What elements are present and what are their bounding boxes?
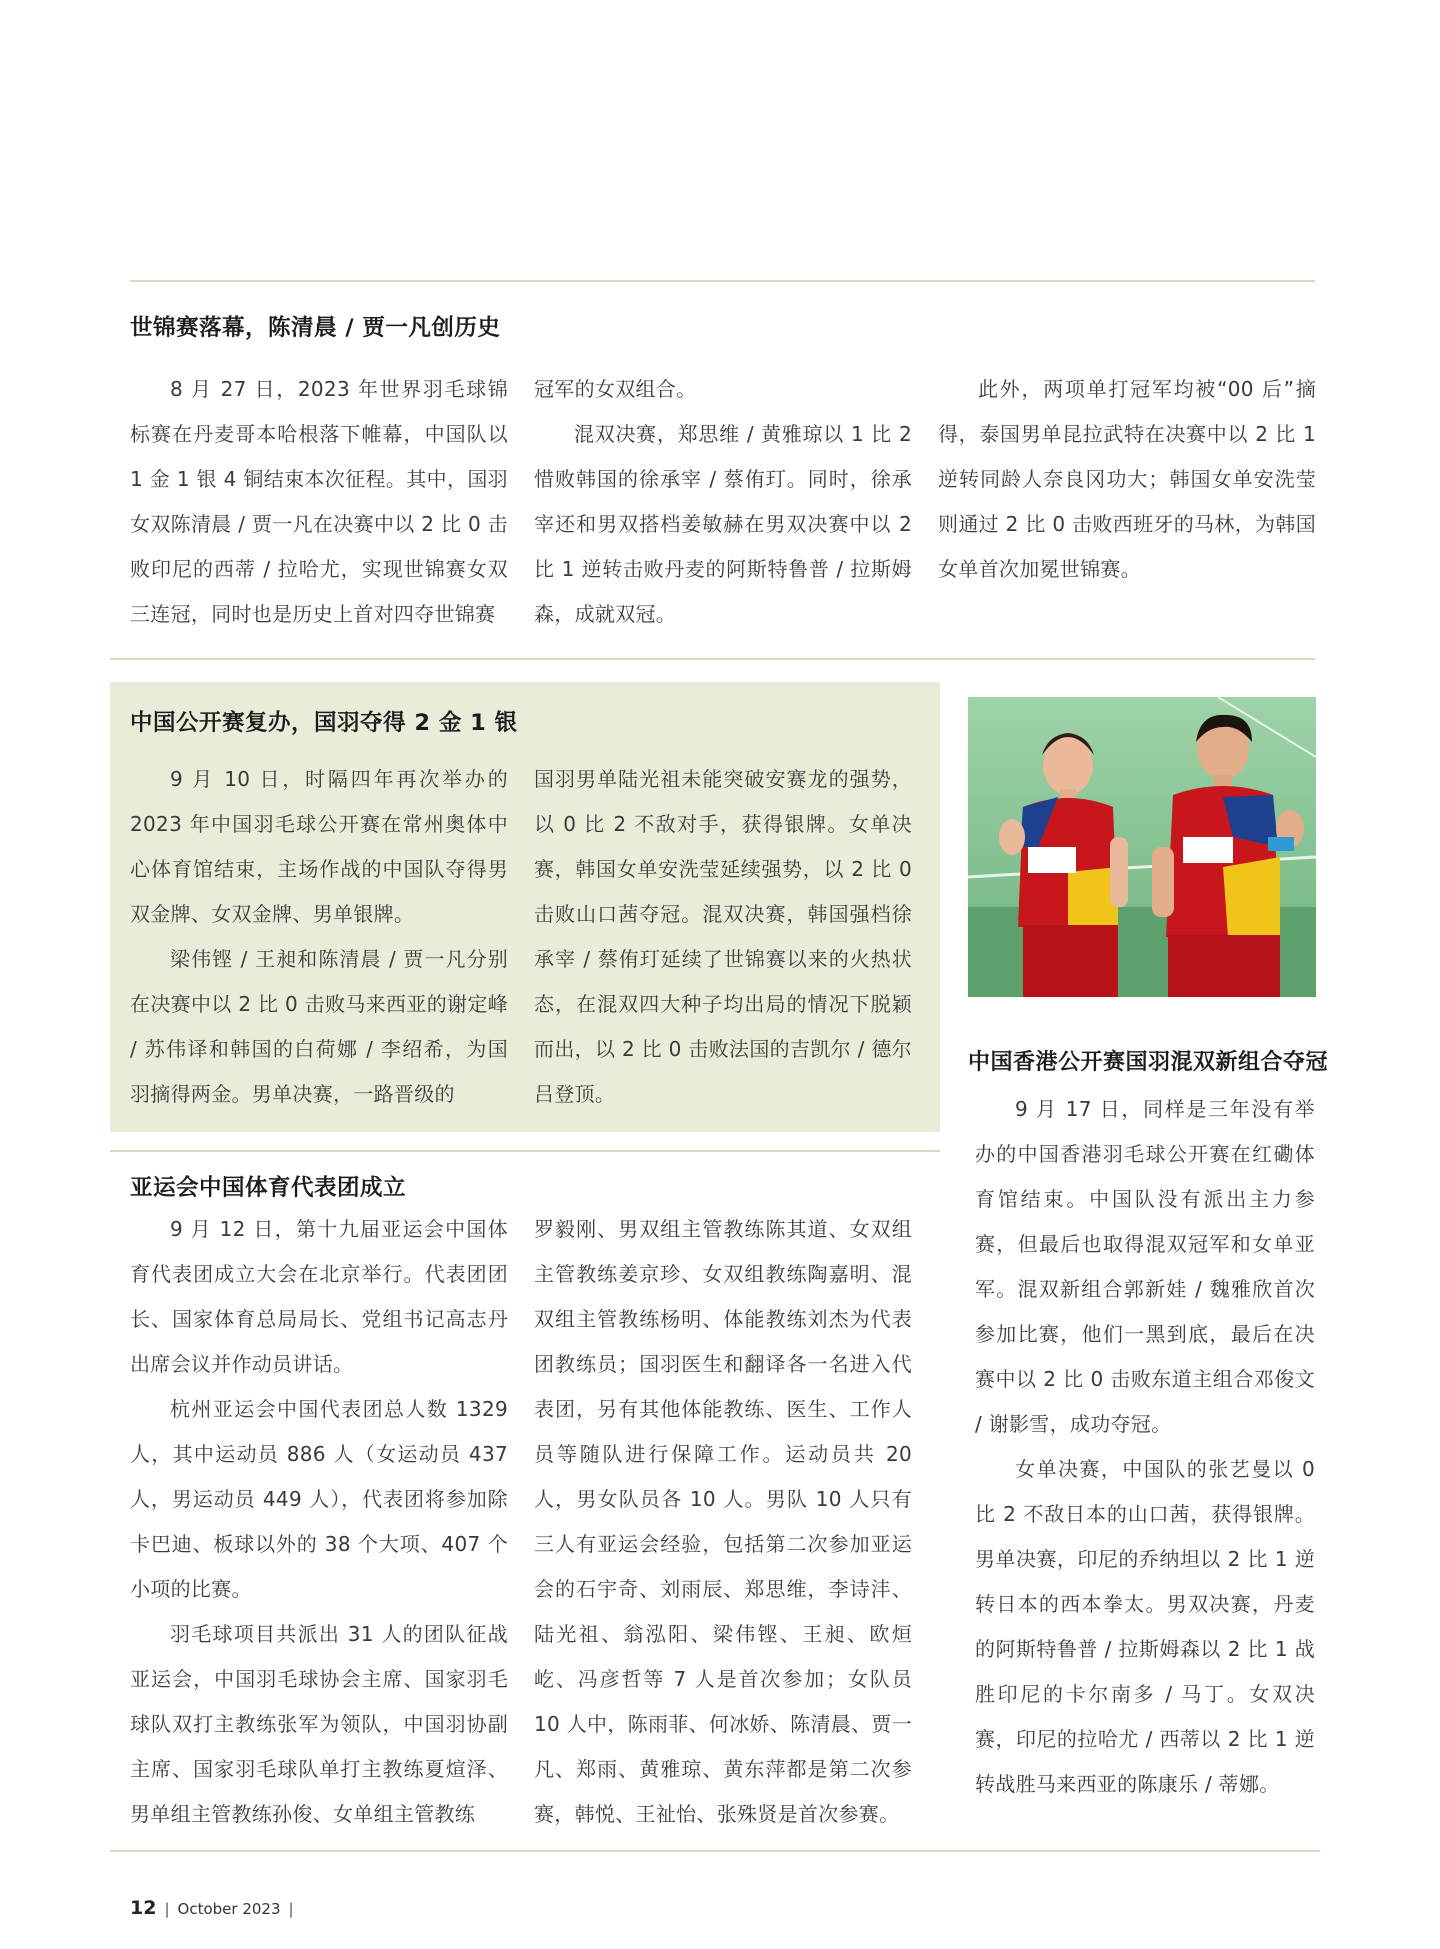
china-open-paragraph-cont: 国羽男单陆光祖未能突破安赛龙的强势，以 0 比 2 不敌对手，获得银牌。女单决赛，韩国女单安洗莹延续强势，以 2 比 0 击败山口茜夺冠。混双决赛，韩国强档徐承宰 / 蔡侑玎延续了世锦赛以来的火热状态，在混双四大种子均出局的情况下脱颖而出，以 2 比 0 击败法国的吉凯尔 / 德尔吕登顶。: [534, 767, 912, 1106]
page-footer: [130, 1897, 302, 1919]
hk-open-paragraph: 9 月 17 日，同样是三年没有举办的中国香港羽毛球公开赛在红磡体育馆结束。中国队没有派出主力参赛，但最后也取得混双冠军和女单亚军。混双新组合郭新娃 / 魏雅欣首次参加比赛，他们一黑到底，最后在决赛中以 2 比 0 击败东道主组合邓俊文 / 谢影雪，成功夺冠。: [975, 1097, 1315, 1436]
china-open-paragraph: 9 月 10 日，时隔四年再次举办的 2023 年中国羽毛球公开赛在常州奥体中心体育馆结束，主场作战的中国队夺得男双金牌、女双金牌、男单银牌。: [130, 767, 508, 926]
asian-games-col-2: [534, 1207, 912, 1837]
asian-games-paragraph: 9 月 12 日，第十九届亚运会中国体育代表团成立大会在北京举行。代表团团长、国家体育总局局长、党组书记高志丹出席会议并作动员讲话。: [130, 1217, 508, 1376]
hk-open-col: [975, 1087, 1315, 1807]
worlds-paragraph-cont: 冠军的女双组合。: [534, 377, 697, 401]
asian-games-col-1: [130, 1207, 508, 1837]
asian-games-paragraph: 杭州亚运会中国代表团总人数 1329 人，其中运动员 886 人（女运动员 437 人，男运动员 449 人），代表团将参加除卡巴迪、板球以外的 38 个大项、407 个小项的比赛。: [130, 1397, 508, 1601]
worlds-col-2: [534, 367, 912, 637]
asian-games-paragraph-cont: 罗毅刚、男双组主管教练陈其道、女双组主管教练姜京珍、女双组教练陶嘉明、混双组主管教练杨明、体能教练刘杰为代表团教练员；国羽医生和翻译各一名进入代表团，另有其他体能教练、医生、工作人员等随队进行保障工作。运动员共 20 人，男女队员各 10 人。男队 10 人只有三人有亚运会经验，包括第二次参加亚运会的石宇奇、刘雨辰、郑思维，李诗沣、陆光祖、翁泓阳、梁伟铿、王昶、欧烜屹、冯彦哲等 7 人是首次参加；女队员 10 人中，陈雨菲、何冰娇、陈清晨、贾一凡、郑雨、黄雅琼、黄东萍都是第二次参赛，韩悦、王祉怡、张殊贤是首次参赛。: [534, 1217, 912, 1826]
page-number: 12: [130, 1897, 157, 1919]
players-illustration: [968, 697, 1316, 997]
issue-date: October 2023: [177, 1900, 281, 1918]
top-divider: [130, 280, 1315, 282]
worlds-col-3: [938, 367, 1316, 592]
china-open-paragraph: 梁伟铿 / 王昶和陈清晨 / 贾一凡分别在决赛中以 2 比 0 击败马来西亚的谢定峰 / 苏伟译和韩国的白荷娜 / 李绍希，为国羽摘得两金。男单决赛，一路晋级的: [130, 947, 508, 1106]
asian-games-heading: 亚运会中国体育代表团成立: [130, 1175, 407, 1201]
footer-separator: |: [288, 1900, 294, 1918]
worlds-heading: 世锦赛落幕，陈清晨 / 贾一凡创历史: [130, 315, 501, 341]
china-open-heading: 中国公开赛复办，国羽夺得 2 金 1 银: [130, 710, 518, 736]
footer-separator: |: [164, 1900, 170, 1918]
footer-divider: [110, 1850, 1320, 1852]
asian-games-paragraph: 羽毛球项目共派出 31 人的团队征战亚运会，中国羽毛球协会主席、国家羽毛球队双打主教练张军为领队，中国羽协副主席、国家羽毛球队单打主教练夏煊泽、男单组主管教练孙俊、女单组主管教练: [130, 1622, 508, 1826]
section-divider: [110, 658, 1315, 660]
hk-open-paragraph: 女单决赛，中国队的张艺曼以 0 比 2 不敌日本的山口茜，获得银牌。男单决赛，印尼的乔纳坦以 2 比 1 逆转日本的西本拳太。男双决赛，丹麦的阿斯特鲁普 / 拉斯姆森以 2 比 1 战胜印尼的卡尔南多 / 马丁。女双决赛，印尼的拉哈尤 / 西蒂以 2 比 1 逆转战胜马来西亚的陈康乐 / 蒂娜。: [975, 1457, 1315, 1796]
section-divider: [110, 1150, 940, 1152]
china-open-col-1: [130, 757, 508, 1117]
worlds-paragraph: 混双决赛，郑思维 / 黄雅琼以 1 比 2 惜败韩国的徐承宰 / 蔡侑玎。同时，徐承宰还和男双搭档姜敏赫在男双决赛中以 2 比 1 逆转击败丹麦的阿斯特鲁普 / 拉斯姆森，成就双冠。: [534, 422, 912, 626]
china-open-col-2: [534, 757, 912, 1117]
hk-open-heading: 中国香港公开赛国羽混双新组合夺冠: [968, 1050, 1329, 1075]
badminton-players-photo: [968, 697, 1316, 997]
worlds-paragraph: 8 月 27 日，2023 年世界羽毛球锦标赛在丹麦哥本哈根落下帷幕，中国队以 1 金 1 银 4 铜结束本次征程。其中，国羽女双陈清晨 / 贾一凡在决赛中以 2 比 0 击败印尼的西蒂 / 拉哈尤，实现世锦赛女双三连冠，同时也是历史上首对四夺世锦赛: [130, 377, 508, 626]
worlds-col-1: [130, 367, 508, 637]
worlds-paragraph: 此外，两项单打冠军均被“00 后”摘得，泰国男单昆拉武特在决赛中以 2 比 1 逆转同龄人奈良冈功大；韩国女单安洗莹则通过 2 比 0 击败西班牙的马林，为韩国女单首次加冕世锦赛。: [938, 377, 1316, 581]
